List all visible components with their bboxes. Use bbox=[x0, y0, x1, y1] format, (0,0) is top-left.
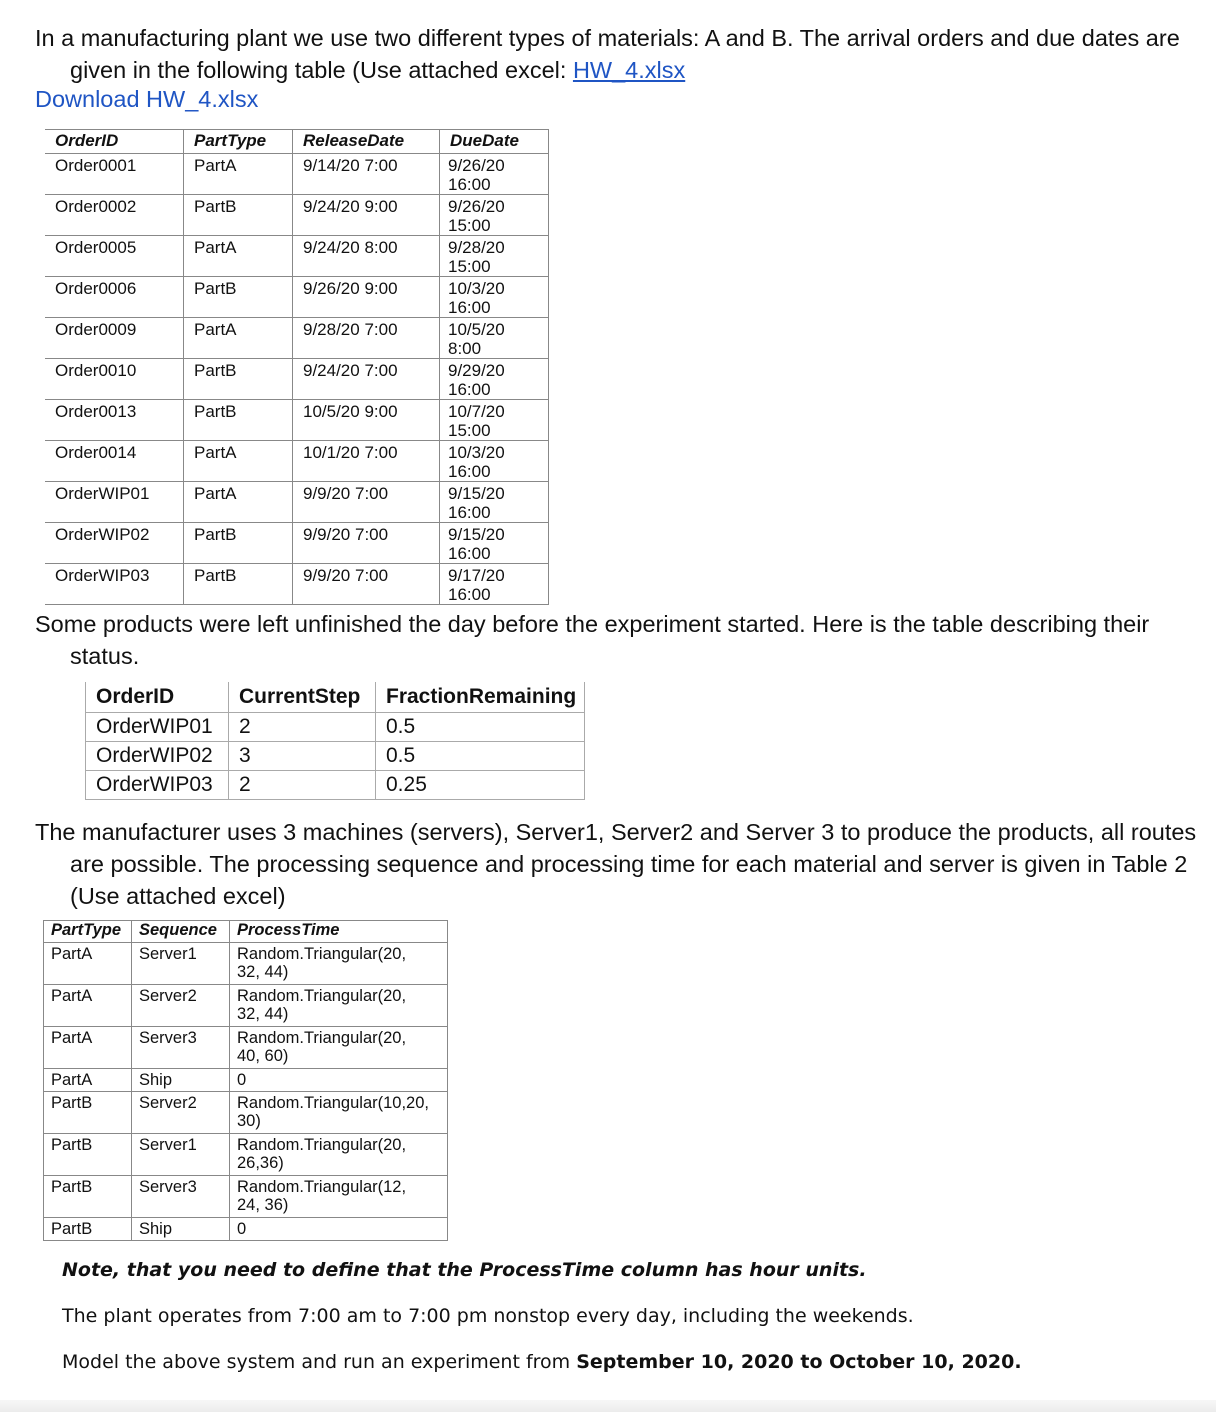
sequence-cell: Server2 bbox=[132, 985, 230, 1027]
due-time: 16:00 bbox=[448, 175, 491, 194]
wip-header-order-id: OrderID bbox=[86, 682, 229, 713]
due-date: 10/3/20 bbox=[448, 443, 505, 462]
part-type-cell: PartA bbox=[184, 318, 293, 359]
wip-table bbox=[85, 682, 585, 800]
header-part-type: PartType bbox=[184, 130, 293, 154]
fraction-remaining-cell: 0.5 bbox=[376, 742, 585, 771]
release-date-cell: 9/9/20 7:00 bbox=[293, 523, 440, 564]
order-id-cell: OrderWIP03 bbox=[45, 564, 184, 605]
table-row bbox=[45, 400, 549, 441]
due-date-cell bbox=[440, 154, 549, 195]
table-row bbox=[86, 771, 585, 800]
excel-link[interactable]: HW_4.xlsx bbox=[572, 57, 686, 83]
process-time-cell bbox=[230, 1176, 448, 1218]
download-link[interactable]: Download HW_4.xlsx bbox=[35, 86, 259, 112]
table-row bbox=[45, 564, 549, 605]
due-date-cell bbox=[440, 277, 549, 318]
table-row bbox=[86, 742, 585, 771]
part-type-cell: PartA bbox=[184, 236, 293, 277]
release-date-cell: 9/24/20 7:00 bbox=[293, 359, 440, 400]
part-type-cell: PartA bbox=[184, 482, 293, 523]
process-time-cell bbox=[230, 1218, 448, 1241]
process-time-line-2: 30) bbox=[237, 1112, 261, 1130]
sequence-cell: Server2 bbox=[132, 1092, 230, 1134]
fraction-remaining-cell: 0.5 bbox=[376, 713, 585, 742]
table-row bbox=[45, 154, 549, 195]
release-date-cell: 9/28/20 7:00 bbox=[293, 318, 440, 359]
intro-text: In a manufacturing plant we use two different types of materials: A and B. The arrival orders and due dates are given in the following table (Use attached excel: bbox=[35, 25, 1180, 83]
order-id-cell: Order0006 bbox=[45, 277, 184, 318]
table-row bbox=[86, 713, 585, 742]
release-date-cell: 9/9/20 7:00 bbox=[293, 482, 440, 523]
wip-header-fraction: FractionRemaining bbox=[376, 682, 585, 713]
wip-header-current-step: CurrentStep bbox=[229, 682, 376, 713]
table-row bbox=[45, 195, 549, 236]
table-row bbox=[44, 1134, 448, 1176]
release-date-cell: 9/24/20 9:00 bbox=[293, 195, 440, 236]
sequence-cell: Server1 bbox=[132, 943, 230, 985]
part-type-cell: PartB bbox=[184, 359, 293, 400]
process-time-line-1: Random.Triangular(20, bbox=[237, 1136, 407, 1154]
due-time: 8:00 bbox=[448, 339, 482, 358]
process-time-line-2: 32, 44) bbox=[237, 963, 289, 981]
table-row bbox=[45, 318, 549, 359]
due-date-cell bbox=[440, 441, 549, 482]
sequence-cell: Server3 bbox=[132, 1027, 230, 1069]
hours-note: The plant operates from 7:00 am to 7:00 pm nonstop every day, including the weekends. bbox=[62, 1305, 914, 1327]
process-header-sequence: Sequence bbox=[132, 921, 230, 943]
order-id-cell: Order0010 bbox=[45, 359, 184, 400]
release-date-cell: 9/9/20 7:00 bbox=[293, 564, 440, 605]
order-id-cell: Order0014 bbox=[45, 441, 184, 482]
process-part-type-cell: PartB bbox=[44, 1092, 132, 1134]
part-type-cell: PartB bbox=[184, 564, 293, 605]
table-row bbox=[44, 985, 448, 1027]
due-time: 16:00 bbox=[448, 503, 491, 522]
process-header-part-type: PartType bbox=[44, 921, 132, 943]
due-date: 10/5/20 bbox=[448, 320, 505, 339]
release-date-cell: 10/1/20 7:00 bbox=[293, 441, 440, 482]
order-id-cell: Order0009 bbox=[45, 318, 184, 359]
table-row bbox=[45, 359, 549, 400]
due-date: 9/17/20 bbox=[448, 566, 505, 585]
sequence-cell: Ship bbox=[132, 1218, 230, 1241]
process-part-type-cell: PartA bbox=[44, 985, 132, 1027]
wip-header-row bbox=[86, 682, 585, 713]
process-time-line-1: Random.Triangular(20, bbox=[237, 945, 407, 963]
process-time-cell bbox=[230, 1069, 448, 1092]
due-date-cell bbox=[440, 195, 549, 236]
process-time-cell bbox=[230, 943, 448, 985]
order-id-cell: Order0013 bbox=[45, 400, 184, 441]
due-time: 16:00 bbox=[448, 585, 491, 604]
order-id-cell: Order0002 bbox=[45, 195, 184, 236]
header-due-date: DueDate bbox=[440, 130, 549, 154]
order-id-cell: Order0001 bbox=[45, 154, 184, 195]
order-id-cell: Order0005 bbox=[45, 236, 184, 277]
page-bottom-edge bbox=[0, 1400, 1216, 1412]
due-date: 10/7/20 bbox=[448, 402, 505, 421]
process-time-line-1: 0 bbox=[237, 1220, 247, 1238]
due-date: 9/15/20 bbox=[448, 484, 505, 503]
due-time: 15:00 bbox=[448, 216, 491, 235]
servers-intro: The manufacturer uses 3 machines (servers), Server1, Server2 and Server 3 to produce the products, all routes are possible. The processing sequence and processing time for each material and server is given in Table 2 (Use attached excel) bbox=[35, 819, 1197, 909]
sequence-cell: Ship bbox=[132, 1069, 230, 1092]
model-note-dates: September 10, 2020 to October 10, 2020. bbox=[576, 1351, 1022, 1373]
order-id-cell: OrderWIP02 bbox=[45, 523, 184, 564]
due-date-cell bbox=[440, 400, 549, 441]
table-row bbox=[45, 277, 549, 318]
due-time: 15:00 bbox=[448, 421, 491, 440]
wip-order-id-cell: OrderWIP03 bbox=[86, 771, 229, 800]
model-note bbox=[62, 1351, 1022, 1373]
sequence-cell: Server1 bbox=[132, 1134, 230, 1176]
process-time-line-2: 24, 36) bbox=[237, 1196, 289, 1214]
process-part-type-cell: PartA bbox=[44, 1069, 132, 1092]
process-time-line-1: Random.Triangular(20, bbox=[237, 1029, 407, 1047]
header-order-id: OrderID bbox=[45, 130, 184, 154]
orders-header-row bbox=[45, 130, 549, 154]
process-time-line-2: 40, 60) bbox=[237, 1047, 289, 1065]
sequence-cell: Server3 bbox=[132, 1176, 230, 1218]
table-row bbox=[44, 1176, 448, 1218]
process-header-process-time: ProcessTime bbox=[230, 921, 448, 943]
process-part-type-cell: PartA bbox=[44, 1027, 132, 1069]
part-type-cell: PartB bbox=[184, 277, 293, 318]
release-date-cell: 9/14/20 7:00 bbox=[293, 154, 440, 195]
process-part-type-cell: PartB bbox=[44, 1176, 132, 1218]
table-row bbox=[44, 1218, 448, 1241]
process-time-line-2: 32, 44) bbox=[237, 1005, 289, 1023]
process-time-line-1: 0 bbox=[237, 1071, 247, 1089]
process-time-line-1: Random.Triangular(12, bbox=[237, 1178, 407, 1196]
due-date-cell bbox=[440, 482, 549, 523]
fraction-remaining-cell: 0.25 bbox=[376, 771, 585, 800]
process-header-row bbox=[44, 921, 448, 943]
due-date-cell bbox=[440, 523, 549, 564]
due-time: 16:00 bbox=[448, 380, 491, 399]
orders-table bbox=[45, 129, 549, 605]
due-date-cell bbox=[440, 318, 549, 359]
table-row bbox=[44, 1027, 448, 1069]
part-type-cell: PartA bbox=[184, 441, 293, 482]
units-note: Note, that you need to define that the ProcessTime column has hour units. bbox=[62, 1259, 867, 1281]
process-part-type-cell: PartB bbox=[44, 1218, 132, 1241]
table-row bbox=[44, 1069, 448, 1092]
process-time-cell bbox=[230, 1092, 448, 1134]
due-date-cell bbox=[440, 359, 549, 400]
due-time: 16:00 bbox=[448, 462, 491, 481]
due-date-cell bbox=[440, 564, 549, 605]
release-date-cell: 9/26/20 9:00 bbox=[293, 277, 440, 318]
table-row bbox=[45, 482, 549, 523]
release-date-cell: 10/5/20 9:00 bbox=[293, 400, 440, 441]
intro-paragraph bbox=[35, 22, 1216, 86]
model-note-text: Model the above system and run an experiment from bbox=[62, 1351, 577, 1373]
part-type-cell: PartB bbox=[184, 523, 293, 564]
table-row bbox=[45, 441, 549, 482]
process-time-line-1: Random.Triangular(20, bbox=[237, 987, 407, 1005]
process-part-type-cell: PartA bbox=[44, 943, 132, 985]
release-date-cell: 9/24/20 8:00 bbox=[293, 236, 440, 277]
table-row bbox=[45, 523, 549, 564]
part-type-cell: PartA bbox=[184, 154, 293, 195]
order-id-cell: OrderWIP01 bbox=[45, 482, 184, 523]
process-time-cell bbox=[230, 985, 448, 1027]
process-part-type-cell: PartB bbox=[44, 1134, 132, 1176]
due-date: 9/26/20 bbox=[448, 156, 505, 175]
part-type-cell: PartB bbox=[184, 400, 293, 441]
table-row bbox=[44, 1092, 448, 1134]
due-time: 15:00 bbox=[448, 257, 491, 276]
due-time: 16:00 bbox=[448, 544, 491, 563]
process-time-cell bbox=[230, 1027, 448, 1069]
header-release-date: ReleaseDate bbox=[293, 130, 440, 154]
wip-order-id-cell: OrderWIP01 bbox=[86, 713, 229, 742]
process-time-cell bbox=[230, 1134, 448, 1176]
due-date: 10/3/20 bbox=[448, 279, 505, 298]
wip-order-id-cell: OrderWIP02 bbox=[86, 742, 229, 771]
table-row bbox=[45, 236, 549, 277]
due-date: 9/29/20 bbox=[448, 361, 505, 380]
current-step-cell: 2 bbox=[229, 713, 376, 742]
process-time-line-1: Random.Triangular(10,20, bbox=[237, 1094, 429, 1112]
due-date: 9/15/20 bbox=[448, 525, 505, 544]
current-step-cell: 3 bbox=[229, 742, 376, 771]
due-date-cell bbox=[440, 236, 549, 277]
due-date: 9/28/20 bbox=[448, 238, 505, 257]
table-row bbox=[44, 943, 448, 985]
process-table bbox=[43, 920, 448, 1241]
due-time: 16:00 bbox=[448, 298, 491, 317]
wip-intro: Some products were left unfinished the day before the experiment started. Here is the table describing their status. bbox=[35, 611, 1150, 669]
process-time-line-2: 26,36) bbox=[237, 1154, 284, 1172]
due-date: 9/26/20 bbox=[448, 197, 505, 216]
current-step-cell: 2 bbox=[229, 771, 376, 800]
part-type-cell: PartB bbox=[184, 195, 293, 236]
